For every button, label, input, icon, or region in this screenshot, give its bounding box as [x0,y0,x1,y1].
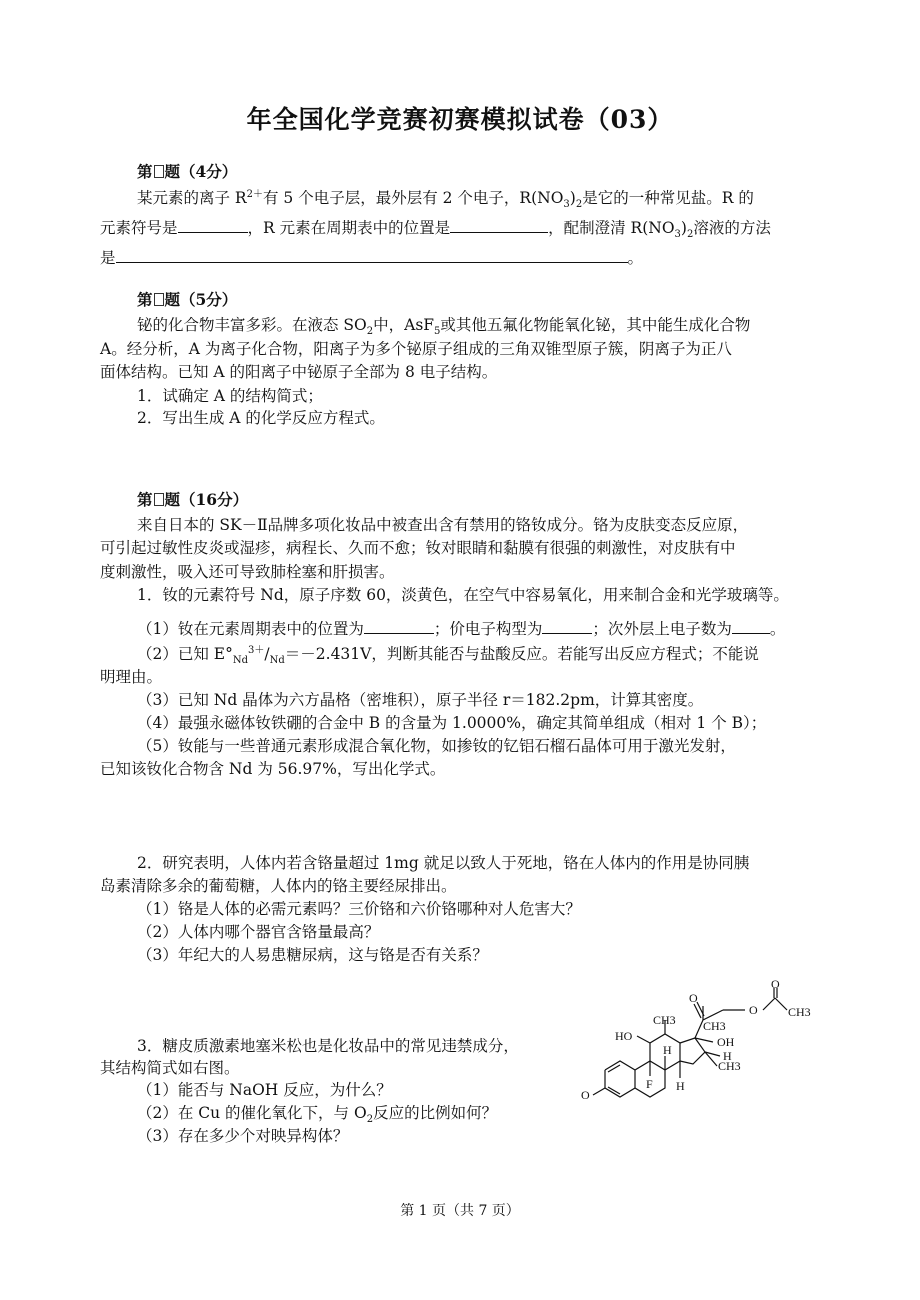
q3-sub1-part5-cont: 已知该钕化合物含 Nd 为 56.97%，写出化学式。 [100,760,446,778]
q2-paragraph-line2: A。经分析，A 为离子化合物，阳离子为多个铋原子组成的三角双锥型原子簇，阴离子为正八 [100,340,732,358]
q3-sub3-cont: 其结构简式如右图。 [100,1059,240,1077]
q3-sub3-part3: （3）存在多少个对映异构体？ [137,1127,349,1145]
q3-sub2: 2．研究表明，人体内若含铬量超过 1mg 就足以致人于死地，铬在人体内的作用是协同胰 [137,854,750,872]
answer-blank-position[interactable] [450,216,548,233]
placeholder-box-icon [154,165,164,178]
q1-heading-suffix: 题（4分） [164,162,238,181]
label-h-c14: H [676,1079,685,1093]
q2-paragraph-line3: 面体结构。已知 A 的阳离子中铋原子全部为 8 电子结构。 [100,363,498,381]
q3-intro-line3: 度刺激性，吸入还可导致肺栓塞和肝损害。 [100,563,395,581]
q1-line2: 元素符号是 ，R 元素在周期表中的位置是 ，配制澄清 $R(NO_3)_2$溶液的方法 [100,216,771,240]
page-footer: 第 1 页（共 7 页） [400,1203,520,1219]
label-h-c8: H [663,1043,672,1057]
placeholder-box-icon [154,293,164,306]
q3-sub2-part3: （3）年纪大的人易患糖尿病，这与铬是否有关系？ [137,946,488,964]
q3-sub1-part5: （5）钕能与一些普通元素形成混合氧化物，如掺钕的钇铝石榴石晶体可用于激光发射， [137,737,736,755]
q1-line3: 是 。 [100,246,643,270]
q3-intro-line2: 可引起过敏性皮炎或湿疹，病程长、久而不愈；钕对眼睛和黏膜有很强的刺激性，对皮肤有中 [100,539,736,557]
label-ch3-acetyl: CH3 [788,1005,811,1019]
label-ch3-c19: CH3 [653,1013,676,1027]
q2-item1: 1．试确定 A 的结构简式； [137,387,323,405]
q3-sub3-part2: （2）在 Cu 的催化氧化下，与 $O_2$反应的比例如何？ [137,1104,498,1126]
answer-blank-method[interactable] [116,246,628,263]
label-ho: HO [615,1029,633,1043]
label-o-ketone-a: O [581,1088,590,1102]
label-o-ketone-c20: O [689,991,698,1005]
q2-item2: 2．写出生成 A 的化学反应方程式。 [137,409,385,427]
answer-blank-electrons[interactable] [732,617,770,634]
q3-sub3-part1: （1）能否与 NaOH 反应，为什么？ [137,1081,392,1099]
placeholder-box-icon [154,493,164,506]
q1-heading [137,160,237,184]
q2-heading: 第 题（5分） [137,290,238,309]
label-f: F [646,1077,653,1091]
q3-sub1-part4: （4）最强永磁体钕铁硼的合金中 B 的含量为 1.0000%，确定其简单组成（相对 1 个 B）； [137,714,767,732]
answer-blank-config[interactable] [542,617,592,634]
q3-sub1: 1．钕的元素符号 Nd，原子序数 60，淡黄色，在空气中容易氧化，用来制合金和光学玻璃等。 [137,586,789,604]
q3-heading: 第 题（16分） [137,490,249,509]
q3-sub1-part2-cont: 明理由。 [100,668,163,686]
label-h-c16: H [723,1049,732,1063]
label-ch3-c16: CH3 [718,1059,741,1073]
q3-intro-line1: 来自日本的 SK－Ⅱ品牌多项化妆品中被查出含有禁用的铬钕成分。铬为皮肤变态反应原， [137,516,749,534]
answer-blank-symbol[interactable] [178,216,248,233]
q3-sub1-part3: （3）已知 Nd 晶体为六方晶格（密堆积），原子半径 r＝182.2pm，计算其密度。 [137,691,704,709]
q3-sub1-part1: （1）钕在元素周期表中的位置为 ；价电子构型为 ；次外层上电子数为 。 [137,617,785,641]
label-ch3-c18: CH3 [703,1019,726,1033]
q3-sub3: 3．糖皮质激素地塞米松也是化妆品中的常见违禁成分， [137,1037,519,1055]
q2-paragraph-line1: 铋的化合物丰富多彩。在液态 $SO_2$中，AsF$_5$或其他五氟化物能氧化铋，其中能生成化合物 [137,316,751,338]
label-oh: OH [717,1035,735,1049]
q3-sub1-part2: （2）已知 $E^\circ_{Nd}^{3+}/_{Nd}=-2.431V$，判断其能否与盐酸反应。若能写出反应方程式；不能说 [137,644,759,667]
answer-blank-period[interactable] [364,617,434,634]
q3-sub2-cont: 岛素清除多余的葡萄糖，人体内的铬主要经尿排出。 [100,877,457,895]
page-title: 年全国化学竞赛初赛模拟试卷（03） [246,105,674,134]
q1-heading-prefix: 第 [137,162,153,181]
q3-sub2-part2: （2）人体内哪个器官含铬量最高？ [137,923,380,941]
q3-sub2-part1: （1）铬是人体的必需元素吗？三价铬和六价铬哪种对人危害大？ [137,900,581,918]
q1-line1: 某元素的离子 $R^{2+}$有 5 个电子层，最外层有 2 个电子，$R(NO_3)_2$是它的一种常见盐。R 的 [137,188,754,211]
label-o-ester: O [749,1003,758,1017]
dexamethasone-structure-diagram [575,980,835,1130]
label-o-acetyl: O [771,980,780,991]
